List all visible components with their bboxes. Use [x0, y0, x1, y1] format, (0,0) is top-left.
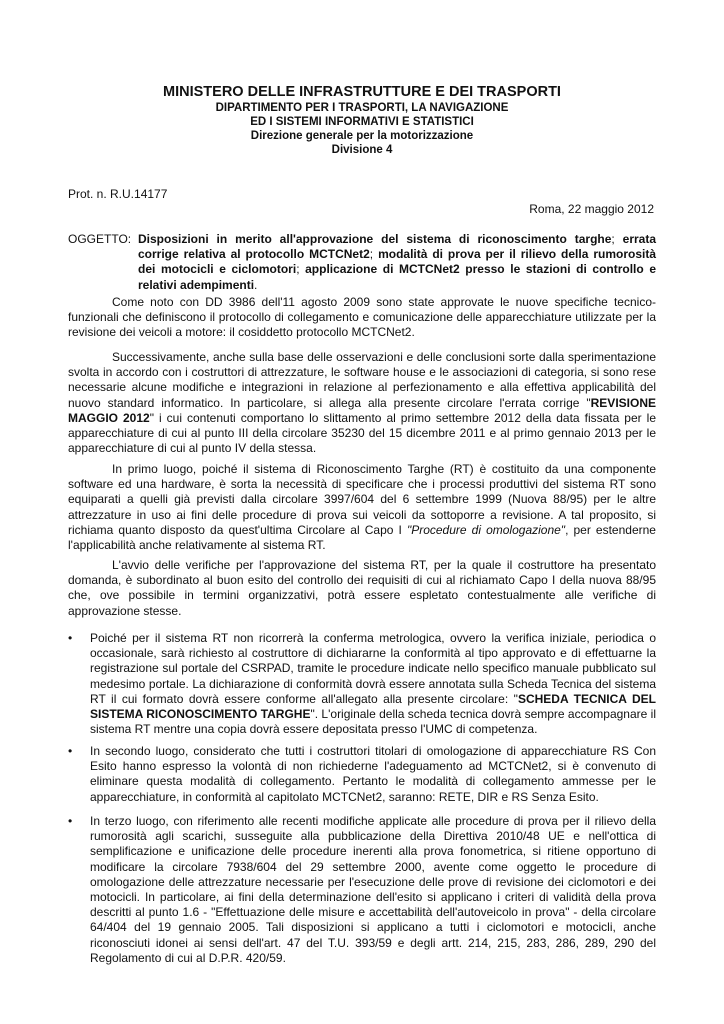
bullet-symbol: •	[68, 814, 73, 828]
paragraph-1: Come noto con DD 3986 dell'11 agosto 2009 sono state approvate le nuove specifiche tecnico-funzionali che definiscono il protocollo di collegamento e comunicazione delle apparecchiature utilizzate per la revisione dei veicoli a motore: il cosiddetto protocollo MCTCNet2.	[68, 295, 656, 340]
protocol-number: Prot. n. R.U.14177	[68, 187, 168, 201]
division: Divisione 4	[331, 144, 393, 156]
subject-block	[68, 232, 656, 293]
paragraph-2-text-a: Successivamente, anche sulla base delle osservazioni e delle conclusioni sorte dalla sperimentazione svolta in accordo con i costruttori di attrezzature, le software house e le associazioni di categoria, si sono rese necessarie alcune modifiche e integrazioni in relazione al perfezionamento e alla effettiva applicabilità del nuovo standard informatico. In particolare, si allega alla presente circolare l'errata corrige "	[68, 350, 656, 410]
bullet-item-3	[68, 814, 656, 966]
paragraph-3-italic: "Procedure di omologazione"	[406, 522, 566, 537]
bullet-item-1	[68, 631, 656, 737]
department-line-1: DIPARTIMENTO PER I TRASPORTI, LA NAVIGAZIONE	[215, 102, 509, 114]
paragraph-2	[68, 350, 656, 456]
bullet-1-text-a: Poiché per il sistema RT non ricorrerà la conferma metrologica, ovvero la verifica iniziale, periodica o occasionale, sarà richiesto al costruttore di dichiararne la conformità al tipo approvato e di effettuarne la registrazione sul portale del CSRPAD, tramite le procedure indicate nello specifico manuale pubblicato sul medesimo portale. La dichiarazione di conformità dovrà essere annotata sulla Scheda Tecnica del sistema RT il cui formato dovrà essere conforme all'allegato alla presente circolare: "	[90, 631, 656, 706]
paragraph-4: L'avvio delle verifiche per l'approvazione del sistema RT, per la quale il costruttore ha presentato domanda, è subordinato al buon esito del controllo dei requisiti di cui al richiamato Capo I della nuova 88/95 che, ove possibile in termini organizzativi, potrà essere espletato contestualmente alle verifiche di approvazione stesse.	[68, 558, 656, 618]
directorate: Direzione generale per la motorizzazione	[250, 130, 474, 142]
paragraph-2-bold: REVISIONE MAGGIO 2012	[68, 395, 656, 425]
bullet-item-2	[68, 744, 656, 805]
bullet-1-bold: SCHEDA TECNICA DEL SISTEMA RICONOSCIMENTO TARGHE	[90, 691, 657, 722]
department-line-2: ED I SISTEMI INFORMATIVI E STATISTICI	[250, 116, 474, 128]
bullet-3-text: In terzo luogo, con riferimento alle recenti modifiche applicate alle procedure di prova per il rilievo della rumorosità agli scarichi, susseguite alla pubblicazione della Direttiva 2010/48 UE e nell'ottica di semplificazione e unificazione delle procedure inerenti alla prova fonometrica, si ritiene opportuno di modificare la circolare 7938/604 del 29 settembre 2000, avente come oggetto le procedure di omologazione delle attrezzature necessarie per l'esecuzione delle prove di revisione dei ciclomotori e dei motocicli. In particolare, ai fini della determinazione dell'esito si applicano i criteri di validità della prova descritti al punto 1.6 - "Effettuazione delle misure e accettabilità dell'autoveicolo in prova" - della circolare 64/404 del 19 gennaio 2005. Tali disposizioni si applicano a tutti i ciclomotori e motocicli, anche riconosciuti idonei ai sensi dell'art. 47 del T.U. 393/59 e degli artt. 214, 215, 283, 286, 289, 290 del Regolamento di cui al D.P.R. 420/59.	[90, 814, 656, 965]
bullet-2-text: In secondo luogo, considerato che tutti i costruttori titolari di omologazione di apparecchiature RS Con Esito hanno espresso la volontà di non richiederne l'adeguamento ad MCTCNet2, si è convenuto di eliminare questa modalità di collegamento. Pertanto le modalità di collegamento ammesse per le apparecchiature, in conformità al capitolato MCTCNet2, saranno: RETE, DIR e RS Senza Esito.	[90, 744, 656, 804]
subject-sep-3: ;	[296, 262, 306, 277]
subject-label: OGGETTO:	[68, 232, 132, 246]
paragraph-2-text-b: " i cui contenuti comportano lo slittamento al primo settembre 2012 della data fissata per le apparecchiature di cui al punto III della circolare 35230 del 15 dicembre 2011 e al primo gennaio 2013 per le apparecchiature di cui al punto IV della stessa.	[68, 410, 656, 456]
bullet-symbol: •	[68, 744, 73, 758]
subject-part-2: errata corrige relativa al protocollo MCTCNet2	[138, 232, 656, 262]
paragraph-3-text-b: , per estenderne l'applicabilità anche relativamente al sistema RT.	[68, 522, 656, 553]
subject-sep-1: ;	[611, 232, 623, 246]
subject-part-4: applicazione di MCTCNet2 presso le stazioni di controllo e relativi adempimenti	[138, 262, 656, 292]
paragraph-3	[68, 462, 656, 553]
letterhead	[60, 84, 664, 157]
subject-part-1: Disposizioni in merito all'approvazione del sistema di riconoscimento targhe	[138, 232, 612, 246]
subject-end: .	[254, 277, 258, 292]
paragraph-3-text-a: In primo luogo, poiché il sistema di Riconoscimento Targhe (RT) è costituito da una componente software ed una hardware, è sorta la necessità di specificare che i processi produttivi del sistema RT sono equiparati a quelli già previsti dalla circolare 3997/604 del 6 settembre 1999 (Nuova 88/95) per le altre attrezzature in uso ai fini delle procedure di prova sui veicoli da sottoporre a revisione. A tal proposito, si richiama quanto disposto da quest'ultima Circolare al Capo I	[68, 462, 656, 537]
subject-part-3: modalità di prova per il rilievo della rumorosità dei motocicli e ciclomotori	[138, 247, 656, 277]
bullet-1-text	[90, 631, 656, 737]
date-line: Roma, 22 maggio 2012	[529, 202, 654, 216]
bullet-symbol: •	[68, 631, 73, 645]
ministry-name: MINISTERO DELLE INFRASTRUTTURE E DEI TRASPORTI	[163, 84, 561, 100]
subject-sep-2: ;	[369, 247, 379, 262]
subject-text	[138, 232, 656, 293]
bullet-1-text-b: ". L'originale della scheda tecnica dovrà sempre accompagnare il sistema RT mentre una copia dovrà essere depositata presso l'UMC di competenza.	[90, 707, 656, 737]
